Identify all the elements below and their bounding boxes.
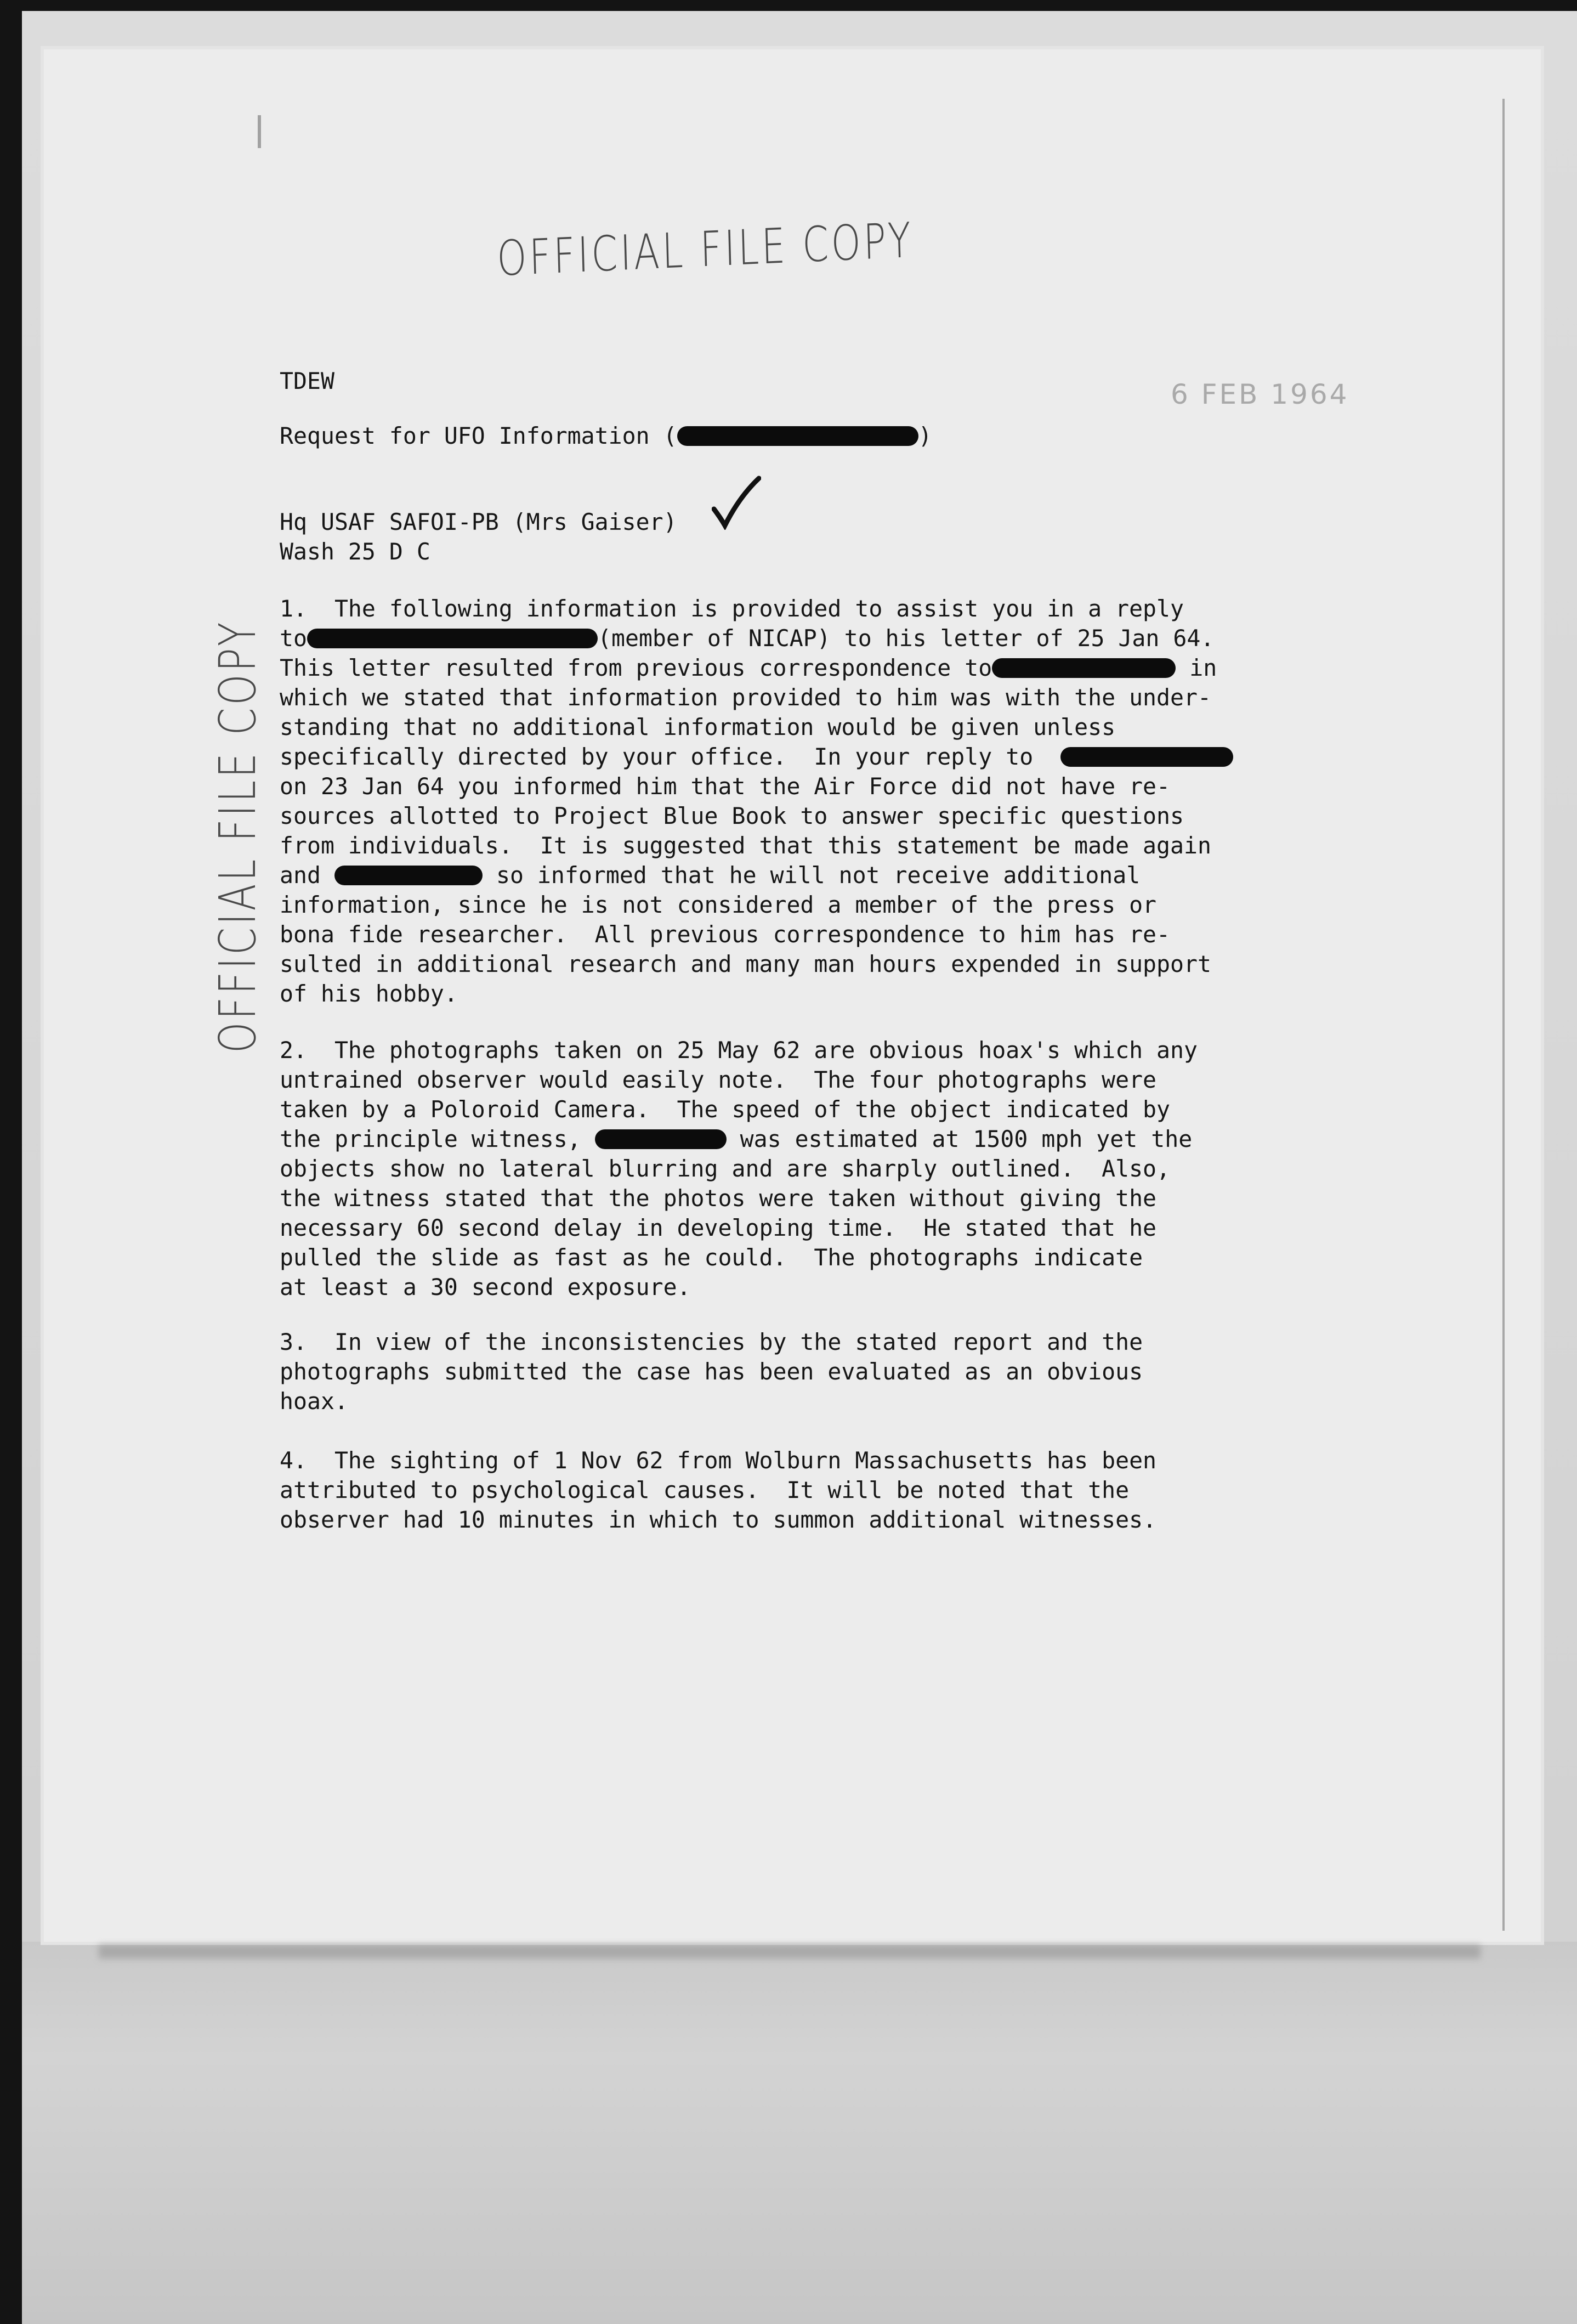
text-line: which we stated that information provided to him was with the under- xyxy=(280,684,1211,711)
text-line: photographs submitted the case has been evaluated as an obvious xyxy=(280,1358,1143,1385)
official-file-copy-stamp-top: OFFICIAL FILE COPY xyxy=(496,212,914,287)
redaction-bar xyxy=(1060,747,1233,767)
text-line: the principle witness, was estimated at 1500 mph yet the xyxy=(280,1126,1193,1152)
addressee-block xyxy=(280,507,677,567)
redaction-bar xyxy=(992,658,1176,678)
text-line: and so informed that he will not receive additional xyxy=(280,862,1141,889)
subject-line xyxy=(280,421,932,451)
text-line: 2. The photographs taken on 25 May 62 are obvious hoax's which any xyxy=(280,1037,1198,1064)
text-line: to (member of NICAP) to his letter of 25 Jan 64. xyxy=(280,625,1215,652)
paragraph-2 xyxy=(280,1036,1198,1302)
date-stamp: 6 FEB 1964 xyxy=(1171,378,1349,410)
text-line: information, since he is not considered a member of the press or xyxy=(280,891,1157,918)
text-line: on 23 Jan 64 you informed him that the Air Force did not have re- xyxy=(280,773,1171,800)
paragraph-4 xyxy=(280,1446,1156,1535)
text-line: This letter resulted from previous correspondence to in xyxy=(280,654,1217,681)
text-line: hoax. xyxy=(280,1388,348,1415)
redaction-bar xyxy=(677,426,918,446)
check-mark-icon xyxy=(712,475,761,530)
text-line: 1. The following information is provided to assist you in a reply xyxy=(280,595,1184,622)
text-line: at least a 30 second exposure. xyxy=(280,1274,691,1300)
text-line: necessary 60 second delay in developing time. He stated that he xyxy=(280,1214,1157,1241)
text-line: untrained observer would easily note. The four photographs were xyxy=(280,1066,1157,1093)
text-line: attributed to psychological causes. It will be noted that the xyxy=(280,1477,1130,1503)
text-line: pulled the slide as fast as he could. The photographs indicate xyxy=(280,1244,1143,1271)
text-line: standing that no additional information would be given unless xyxy=(280,714,1116,740)
text-line: specifically directed by your office. In your reply to xyxy=(280,742,1233,772)
text-line: sulted in additional research and many man hours expended in support xyxy=(280,951,1211,977)
text-line: bona fide researcher. All previous correspondence to him has re- xyxy=(280,921,1171,948)
addressee-line: Hq USAF SAFOI-PB (Mrs Gaiser) xyxy=(280,508,677,535)
redaction-bar xyxy=(307,629,598,648)
stray-pen-mark xyxy=(258,115,261,148)
text-line: the witness stated that the photos were taken without giving the xyxy=(280,1185,1157,1212)
text-line: observer had 10 minutes in which to summon additional witnesses. xyxy=(280,1506,1157,1533)
film-lower-band xyxy=(22,1942,1577,2324)
paragraph-3 xyxy=(280,1327,1143,1416)
official-file-copy-stamp-side: OFFICIAL FILE COPY xyxy=(208,619,267,1053)
text-line: from individuals. It is suggested that this statement be made again xyxy=(280,832,1211,859)
text-line: taken by a Poloroid Camera. The speed of the object indicated by xyxy=(280,1096,1171,1123)
subject-prefix: Request for UFO Information ( xyxy=(280,422,677,449)
text-line: sources allotted to Project Blue Book to answer specific questions xyxy=(280,802,1184,829)
redaction-bar xyxy=(595,1129,727,1149)
page-shadow xyxy=(99,1944,1480,1959)
text-line: of his hobby. xyxy=(280,980,458,1007)
text-line: objects show no lateral blurring and are sharply outlined. Also, xyxy=(280,1155,1171,1182)
redaction-bar xyxy=(334,866,483,885)
page-right-edge xyxy=(1502,99,1505,1931)
text-line: 3. In view of the inconsistencies by the stated report and the xyxy=(280,1328,1143,1355)
paragraph-1 xyxy=(280,594,1233,1009)
subject-suffix: ) xyxy=(918,422,932,449)
addressee-line: Wash 25 D C xyxy=(280,538,430,565)
office-symbol: TDEW xyxy=(280,367,334,394)
text-line: 4. The sighting of 1 Nov 62 from Wolburn Massachusetts has been xyxy=(280,1447,1157,1474)
